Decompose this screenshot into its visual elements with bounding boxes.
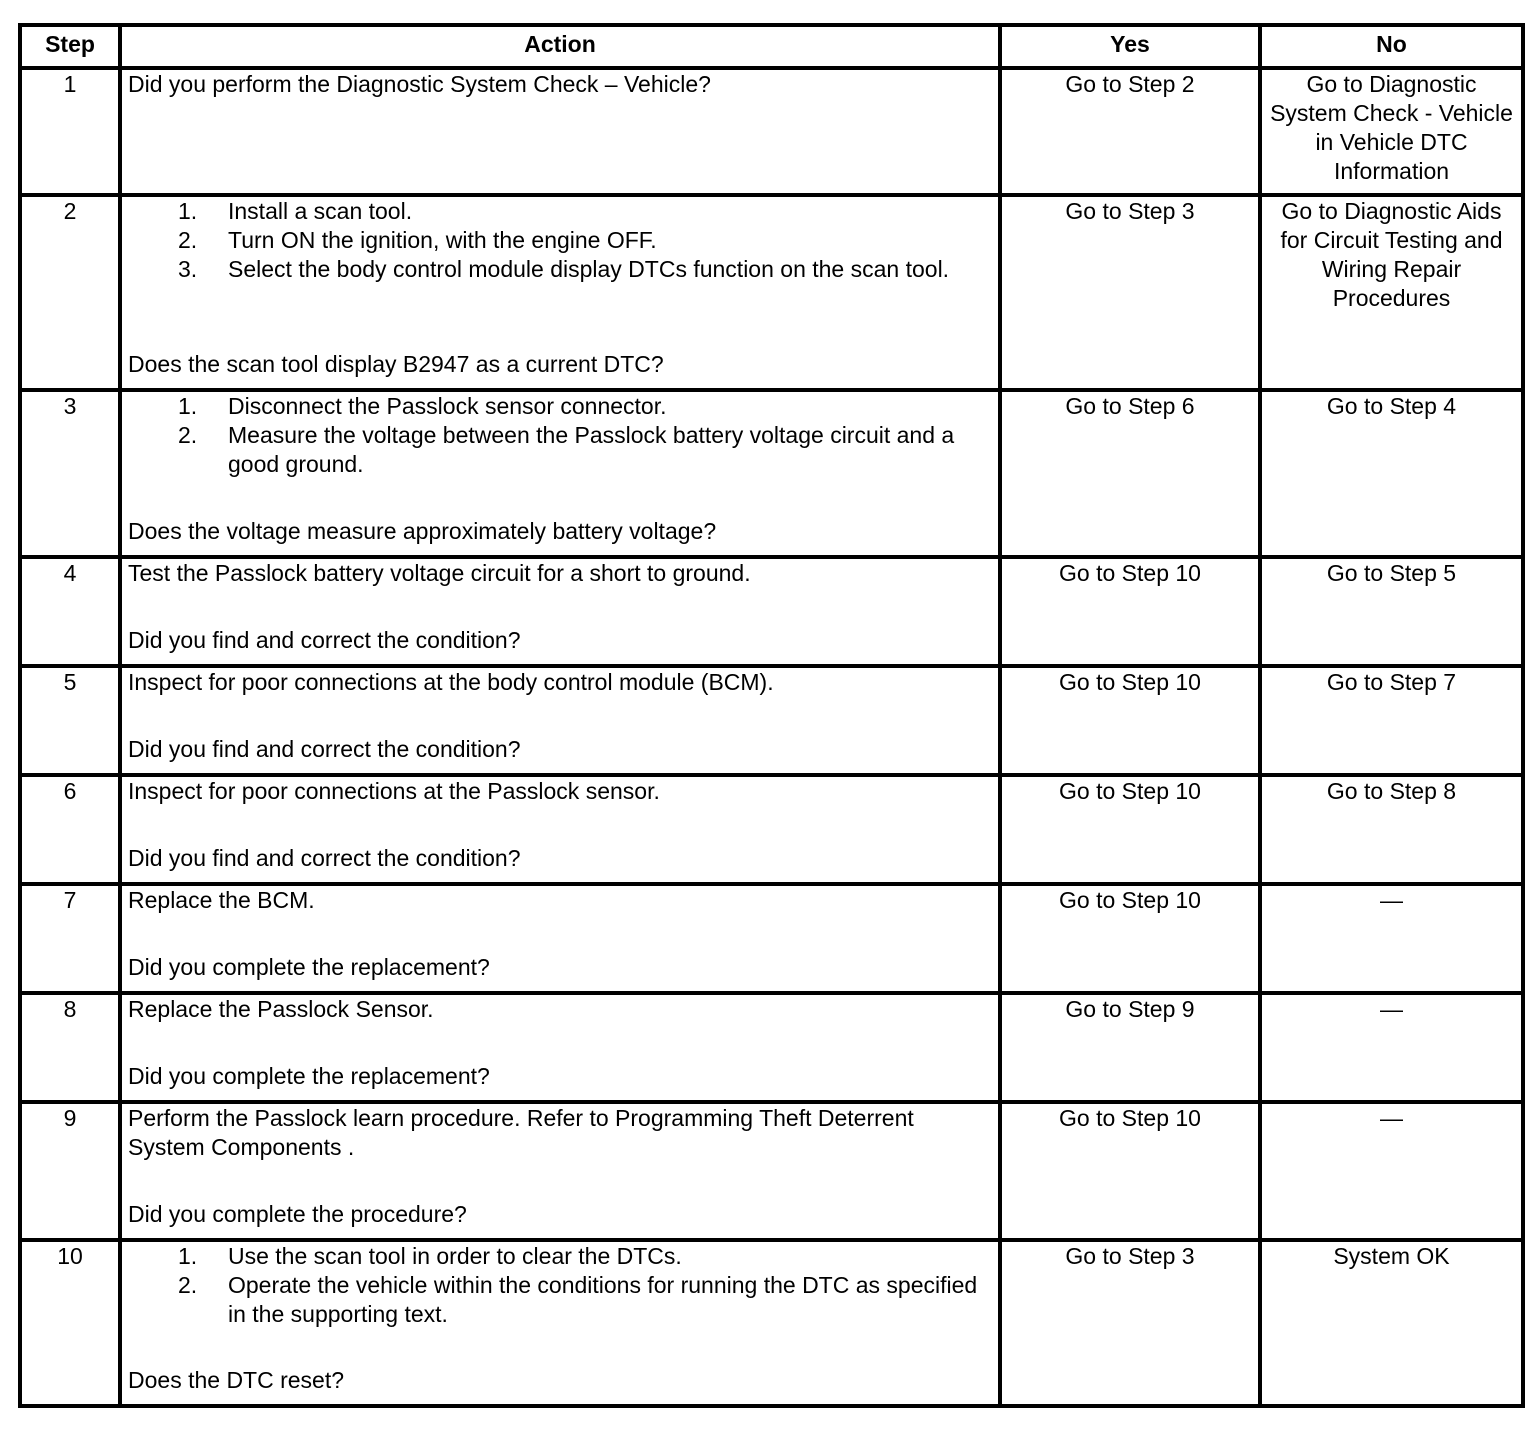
list-item-text: Disconnect the Passlock sensor connector. [228,393,667,419]
table-row [20,666,1523,775]
yes-result: Go to Step 10 [1000,557,1260,666]
step-number: 4 [20,557,120,666]
action-question: Did you find and correct the condition? [128,627,521,653]
list-item-number: 3. [178,256,198,282]
list-item [128,226,992,255]
header-action: Action [120,25,1000,68]
action-cell [120,557,1000,666]
list-item-number: 1. [178,393,198,419]
action-instruction: Inspect for poor connections at the Passlock sensor. [128,778,660,804]
action-cell [120,68,1000,195]
step-number: 6 [20,775,120,884]
yes-result: Go to Step 10 [1000,666,1260,775]
table-body [20,68,1523,1406]
no-result: — [1260,993,1523,1102]
list-item [128,197,992,226]
action-cell [120,1102,1000,1240]
list-item-text: Use the scan tool in order to clear the DTCs. [228,1243,682,1269]
header-yes: Yes [1000,25,1260,68]
action-question: Did you complete the replacement? [128,954,490,980]
list-item [128,421,992,479]
action-question: Did you complete the procedure? [128,1201,467,1227]
action-question: Does the scan tool display B2947 as a current DTC? [128,351,664,377]
table-row [20,557,1523,666]
action-question: Did you find and correct the condition? [128,845,521,871]
step-number: 3 [20,390,120,557]
action-cell [120,666,1000,775]
yes-result: Go to Step 9 [1000,993,1260,1102]
yes-result: Go to Step 10 [1000,1102,1260,1240]
no-result: — [1260,1102,1523,1240]
step-number: 10 [20,1240,120,1406]
table-row [20,775,1523,884]
list-item-number: 2. [178,1272,198,1298]
action-list [128,392,992,479]
list-item-text: Install a scan tool. [228,198,413,224]
step-number: 8 [20,993,120,1102]
no-result: — [1260,884,1523,993]
list-item-text: Select the body control module display DTCs function on the scan tool. [228,256,950,282]
yes-result: Go to Step 2 [1000,68,1260,195]
list-item [128,1271,992,1329]
table-row [20,884,1523,993]
action-instruction: Did you perform the Diagnostic System Check – Vehicle? [128,71,711,97]
step-number: 7 [20,884,120,993]
step-number: 9 [20,1102,120,1240]
no-result: Go to Step 8 [1260,775,1523,884]
yes-result: Go to Step 3 [1000,1240,1260,1406]
yes-result: Go to Step 6 [1000,390,1260,557]
action-question: Did you complete the replacement? [128,1063,490,1089]
action-list [128,197,992,284]
no-result: Go to Step 5 [1260,557,1523,666]
list-item [128,1242,992,1271]
step-number: 2 [20,195,120,390]
table-row [20,1240,1523,1406]
header-step: Step [20,25,120,68]
action-cell [120,195,1000,390]
action-cell [120,993,1000,1102]
action-instruction: Perform the Passlock learn procedure. Refer to Programming Theft Deterrent System Components . [128,1105,914,1160]
list-item-number: 2. [178,227,198,253]
list-item-text: Measure the voltage between the Passlock battery voltage circuit and a good ground. [228,422,955,477]
diagnostic-table [18,23,1525,1408]
action-instruction: Test the Passlock battery voltage circuit for a short to ground. [128,560,751,586]
step-number: 1 [20,68,120,195]
action-question: Does the DTC reset? [128,1367,345,1393]
action-instruction: Replace the Passlock Sensor. [128,996,434,1022]
header-row [20,25,1523,68]
action-list [128,1242,992,1329]
no-result: Go to Step 7 [1260,666,1523,775]
list-item-number: 1. [178,1243,198,1269]
list-item-number: 2. [178,422,198,448]
table-row [20,195,1523,390]
action-cell [120,884,1000,993]
action-instruction: Inspect for poor connections at the body control module (BCM). [128,669,774,695]
list-item-number: 1. [178,198,198,224]
action-question: Does the voltage measure approximately battery voltage? [128,518,717,544]
table-row [20,390,1523,557]
list-item [128,255,992,284]
table-row [20,993,1523,1102]
list-item [128,392,992,421]
table-row [20,68,1523,195]
no-result: Go to Diagnostic System Check - Vehicle in Vehicle DTC Information [1260,68,1523,195]
action-cell [120,1240,1000,1406]
action-cell [120,390,1000,557]
no-result: System OK [1260,1240,1523,1406]
step-number: 5 [20,666,120,775]
action-question: Did you find and correct the condition? [128,736,521,762]
yes-result: Go to Step 10 [1000,775,1260,884]
action-cell [120,775,1000,884]
list-item-text: Turn ON the ignition, with the engine OFF. [228,227,657,253]
yes-result: Go to Step 3 [1000,195,1260,390]
no-result: Go to Diagnostic Aids for Circuit Testing and Wiring Repair Procedures [1260,195,1523,390]
table-row [20,1102,1523,1240]
list-item-text: Operate the vehicle within the conditions for running the DTC as specified in the supporting text. [228,1272,978,1327]
header-no: No [1260,25,1523,68]
action-instruction: Replace the BCM. [128,887,315,913]
yes-result: Go to Step 10 [1000,884,1260,993]
no-result: Go to Step 4 [1260,390,1523,557]
